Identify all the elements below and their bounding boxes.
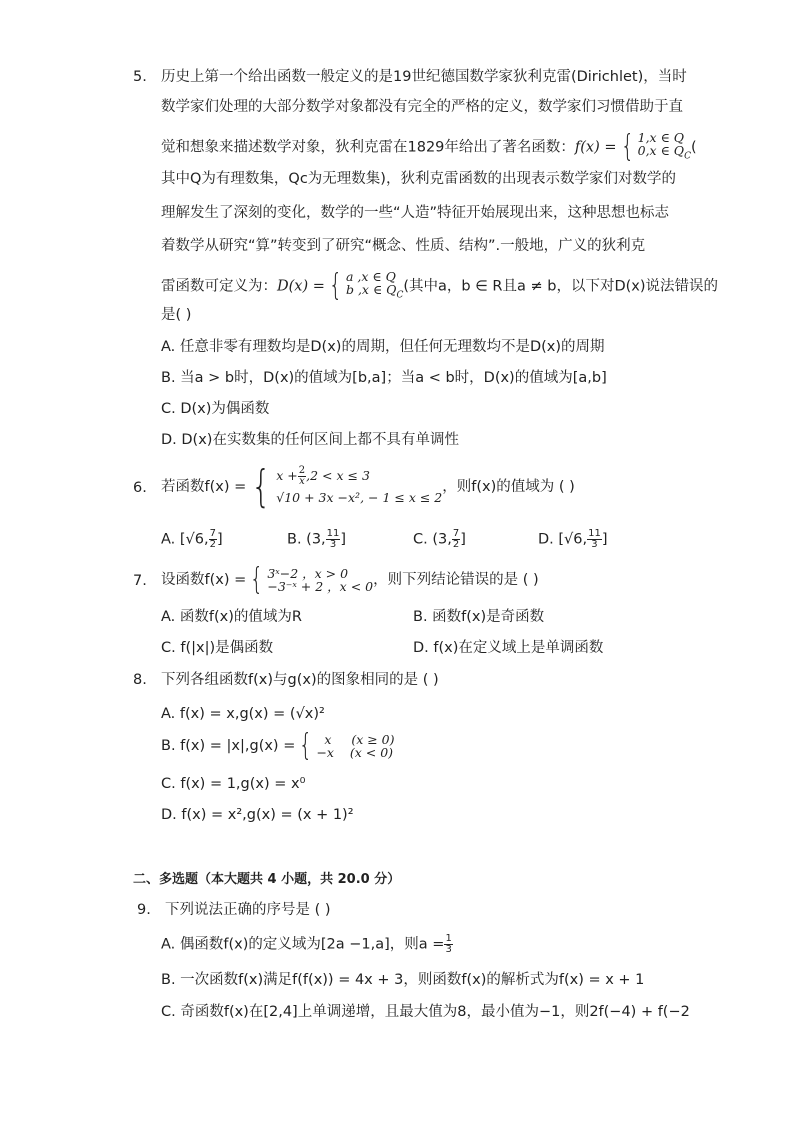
option-a: A. 函数f(x)的值域为R (161, 609, 302, 625)
option-d: D. f(x) = x²,g(x) = (x + 1)² (161, 807, 354, 823)
left-brace: { (328, 268, 343, 304)
option-c: C. D(x)为偶函数 (161, 401, 270, 417)
option-b: B. 当a > b时，D(x)的值域为[b,a]；当a < b时，D(x)的值域为[a,b] (161, 370, 607, 386)
question-text-segment: 设函数f(x) = (161, 572, 247, 588)
case-line: −x (x < 0) (316, 745, 394, 760)
piecewise-cases (276, 465, 442, 509)
option-b: B. 一次函数f(x)满足f(f(x)) = 4x + 3，则函数f(x)的解析式为f(x) = x + 1 (161, 972, 645, 988)
question-text-line (161, 462, 575, 512)
question-text-line: 历史上第一个给出函数一般定义的是19世纪德国数学家狄利克雷(Dirichlet)，当时 (161, 69, 687, 85)
piecewise-cases (316, 733, 394, 759)
question-text-segment: ，则f(x)的值域为 ( ) (442, 479, 575, 495)
question-text-line: 是( ) (161, 307, 192, 323)
left-brace: { (299, 728, 313, 763)
question-number: 8. (133, 672, 147, 688)
option-b: B. 函数f(x)是奇函数 (413, 609, 545, 625)
question-text-segment: 雷函数可定义为： (161, 278, 277, 295)
piecewise-cases (638, 131, 691, 164)
option-d: D. f(x)在定义域上是单调函数 (413, 640, 604, 656)
case-line: −3⁻ˣ + 2 ，x < 0 (267, 579, 374, 594)
question-text-segment: (其中a，b ∈ R且a ≠ b，以下对D(x)说法错误的 (403, 278, 719, 295)
case-line: a ,x ∈ Q (345, 269, 396, 284)
option-d: D. [√6, $\frac{11}{3}$ ] (538, 528, 608, 550)
question-text-segment: 觉和想象来描述数学对象，狄利克雷在1829年给出了著名函数： (161, 139, 575, 156)
option-b: B. f(x) = |x|,g(x) = { x (x ≥ 0) −x (x < 0) (161, 728, 395, 763)
option-a: A. 偶函数f(x)的定义域为[2a −1,a]，则a = $\frac{1}{3}$ (161, 933, 452, 955)
left-brace: { (250, 562, 264, 597)
left-brace: { (620, 129, 634, 165)
question-number: 9. (137, 902, 151, 918)
question-text-line: 着数学从研究“算”转变到了研究“概念、性质、结构”.一般地，广义的狄利克 (161, 238, 646, 254)
formula-fx: f(x) = (574, 139, 617, 156)
case-line: b ,x ∈ $Q_C$ (345, 282, 404, 301)
question-text-line (161, 270, 718, 303)
piecewise-cases (346, 270, 403, 303)
question-text-line (161, 560, 539, 600)
case-line: x (x ≥ 0) (316, 732, 395, 747)
case-line: 0,x ∈ $Q_C$ (637, 143, 691, 162)
question-text-line: 下列各组函数f(x)与g(x)的图象相同的是 ( ) (161, 672, 439, 688)
section-heading: 二、多选题（本大题共 4 小题，共 20.0 分） (133, 872, 401, 887)
question-text-line: 理解发生了深刻的变化，数学的一些“人造”特征开始展现出来，这种思想也标志 (161, 205, 670, 221)
left-brace: { (251, 461, 272, 512)
case-line: x + $\frac{2}{x}$ ,2 < x ≤ 3 (276, 465, 370, 487)
question-number: 5. (133, 69, 147, 85)
question-text-line: 下列说法正确的序号是 ( ) (165, 902, 331, 918)
question-text-line: 数学家们处理的大部分数学对象都没有完全的严格的定义，数学家们习惯借助于直 (161, 99, 683, 115)
question-number: 7. (133, 573, 147, 589)
case-line: √10 + 3x −x², − 1 ≤ x ≤ 2 (276, 490, 443, 505)
case-line: 3ˣ−2 ，x > 0 (267, 566, 349, 581)
question-number: 6. (133, 480, 147, 496)
option-c: C. 奇函数f(x)在[2,4]上单调递增，且最大值为8，最小值为−1，则2f(−4) + f(−2 (161, 1004, 690, 1020)
formula-dx: D(x) = (277, 278, 325, 295)
question-text-line: 其中Q为有理数集，Qc为无理数集)，狄利克雷函数的出现表示数学家们对数学的 (161, 171, 676, 187)
paren: ( (690, 139, 697, 156)
piecewise-cases (267, 567, 373, 593)
question-text-segment: 若函数f(x) = (161, 479, 247, 495)
option-a: A. f(x) = x,g(x) = (√x)² (161, 706, 325, 722)
question-text-segment: ，则下列结论错误的是 ( ) (373, 572, 539, 588)
option-a: A. [√6, $\frac{7}{2}$ ] (161, 528, 223, 550)
option-c: C. f(x) = 1,g(x) = x⁰ (161, 776, 306, 792)
option-c: C. (3, $\frac{7}{2}$ ] (413, 528, 466, 550)
option-b: B. (3, $\frac{11}{3}$ ] (287, 528, 347, 550)
question-text-line (161, 131, 697, 164)
case-line: 1,x ∈ Q (637, 130, 685, 145)
option-a: A. 任意非零有理数均是D(x)的周期，但任何无理数均不是D(x)的周期 (161, 339, 605, 355)
option-d: D. D(x)在实数集的任何区间上都不具有单调性 (161, 432, 459, 448)
option-c: C. f(|x|)是偶函数 (161, 640, 274, 656)
